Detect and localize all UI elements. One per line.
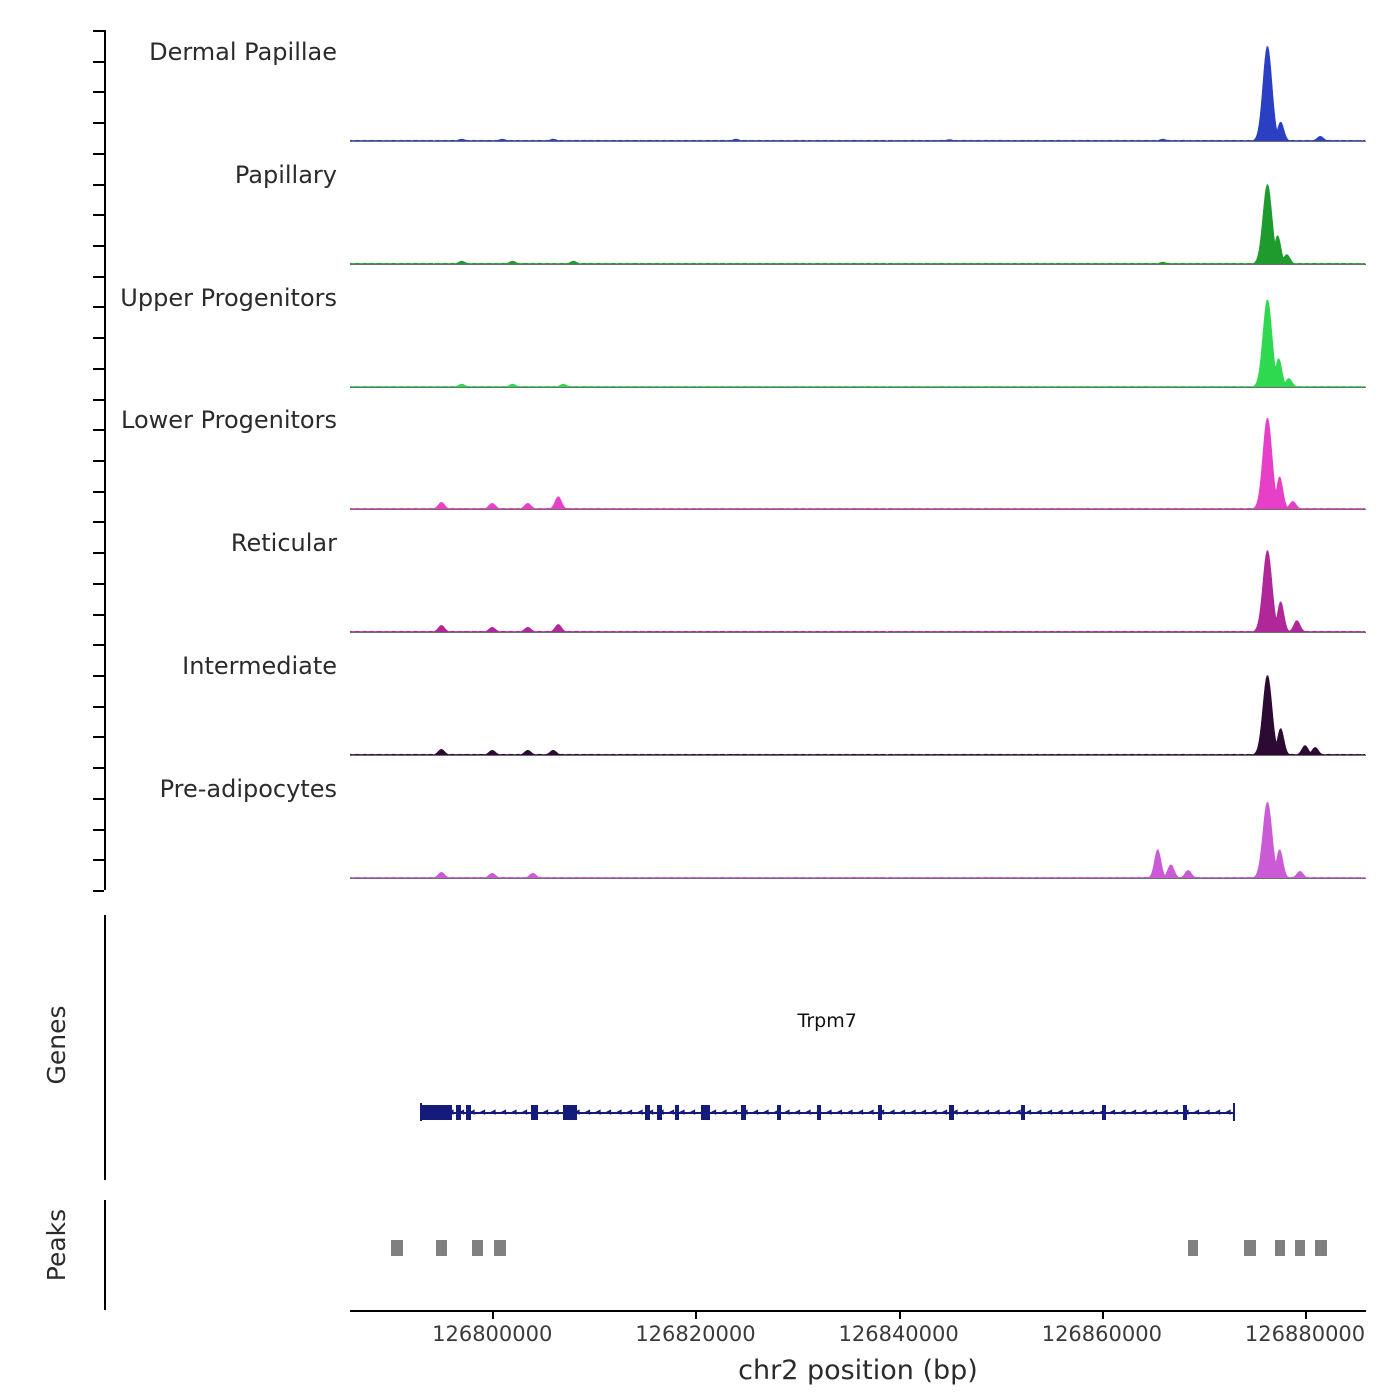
- gene-strand-arrow: ◂: [1099, 1105, 1105, 1118]
- signal-track: [350, 783, 1366, 878]
- gene-strand-arrow: ◂: [889, 1105, 895, 1118]
- gene-strand-arrow: ◂: [920, 1105, 927, 1118]
- gene-strand-arrow: ◂: [637, 1105, 643, 1118]
- x-axis-tick: [1305, 1310, 1307, 1319]
- gene-strand-arrow: ◂: [857, 1105, 864, 1118]
- track-label: Papillary: [234, 160, 337, 189]
- gene-strand-arrow: ◂: [658, 1105, 664, 1118]
- gene-strand-arrow: ◂: [1183, 1105, 1189, 1118]
- gene-strand-arrow: ◂: [511, 1105, 517, 1118]
- y-axis-tick: [93, 91, 104, 93]
- y-axis-tick: [93, 153, 104, 155]
- gene-strand-arrow: ◂: [910, 1105, 916, 1118]
- gene-strand-arrow: ◂: [1214, 1105, 1221, 1118]
- gene-strand-arrow: ◂: [1057, 1105, 1063, 1118]
- gene-panel: [112, 915, 1370, 1180]
- y-axis-tick: [93, 829, 104, 831]
- x-axis-tick-label: 126880000: [1244, 1322, 1366, 1346]
- y-axis-tick: [93, 122, 104, 124]
- signal-track: [350, 660, 1366, 755]
- gene-strand-arrow: ◂: [521, 1105, 528, 1118]
- gene-strand-arrow: ◂: [1151, 1105, 1158, 1118]
- gene-strand-arrow: ◂: [1172, 1105, 1179, 1118]
- gene-strand-arrow: ◂: [1109, 1105, 1116, 1118]
- gene-strand-arrow: ◂: [868, 1105, 874, 1118]
- peak-region: [472, 1240, 483, 1256]
- gene-exon: [1021, 1105, 1025, 1120]
- x-axis-tick-label: 126840000: [838, 1322, 959, 1346]
- y-axis-tick: [93, 736, 104, 738]
- track-label: Upper Progenitors: [120, 283, 337, 312]
- peak-region: [436, 1240, 446, 1256]
- signal-track: [350, 537, 1366, 632]
- gene-strand-arrow: ◂: [899, 1105, 906, 1118]
- gene-strand-arrow: ◂: [679, 1105, 685, 1118]
- gene-strand-arrow: ◂: [710, 1105, 717, 1118]
- gene-strand-arrow: ◂: [784, 1105, 790, 1118]
- x-axis-tick: [1102, 1310, 1104, 1319]
- track-baseline: [350, 632, 1366, 633]
- peak-region: [1244, 1240, 1256, 1256]
- y-axis-tick: [93, 706, 104, 708]
- y-axis-tick: [93, 552, 104, 554]
- track-label: Dermal Papillae: [149, 37, 337, 66]
- gene-strand-arrow: ◂: [626, 1105, 633, 1118]
- x-axis-tick-label: 126820000: [635, 1322, 756, 1346]
- gene-strand-arrow: ◂: [1078, 1105, 1084, 1118]
- gene-strand-arrow: ◂: [1067, 1105, 1074, 1118]
- peak-region: [494, 1240, 506, 1256]
- gene-strand-arrow: ◂: [1141, 1105, 1147, 1118]
- gene-strand-arrow: ◂: [469, 1105, 475, 1118]
- gene-strand-arrow: ◂: [1088, 1105, 1095, 1118]
- gene-strand-arrow: ◂: [941, 1105, 948, 1118]
- gene-strand-arrow: ◂: [815, 1105, 822, 1118]
- gene-exon: [421, 1105, 451, 1120]
- y-axis-tick: [93, 61, 104, 63]
- gene-strand-arrow: ◂: [1015, 1105, 1021, 1118]
- gene-strand-arrow: ◂: [700, 1105, 706, 1118]
- y-axis-tick: [93, 460, 104, 462]
- track-baseline: [350, 755, 1366, 756]
- genes-axis-label: Genes: [42, 1005, 71, 1085]
- y-axis-tick: [93, 30, 104, 32]
- signal-axis-spine: [104, 30, 106, 890]
- peak-region: [1315, 1240, 1327, 1256]
- gene-strand-arrow: ◂: [500, 1105, 507, 1118]
- gene-strand-arrow: ◂: [973, 1105, 979, 1118]
- gene-strand-arrow: ◂: [689, 1105, 696, 1118]
- y-axis-tick: [93, 368, 104, 370]
- signal-track: [350, 46, 1366, 141]
- x-axis-tick: [899, 1310, 901, 1319]
- gene-strand-arrow: ◂: [994, 1105, 1000, 1118]
- gene-strand-arrow: ◂: [1004, 1105, 1011, 1118]
- y-axis-tick: [93, 521, 104, 523]
- gene-strand-arrow: ◂: [742, 1105, 748, 1118]
- gene-strand-arrow: ◂: [836, 1105, 843, 1118]
- gene-strand-arrow: ◂: [553, 1105, 559, 1118]
- gene-strand-arrow: ◂: [458, 1105, 465, 1118]
- gene-strand-arrow: ◂: [1025, 1105, 1032, 1118]
- y-axis-tick: [93, 859, 104, 861]
- peak-region: [1275, 1240, 1285, 1256]
- x-axis-line: [350, 1310, 1366, 1312]
- y-axis-tick: [93, 798, 104, 800]
- gene-strand-arrow: ◂: [826, 1105, 832, 1118]
- peak-track: [112, 1200, 1370, 1310]
- gene-strand-arrow: ◂: [1162, 1105, 1168, 1118]
- gene-strand-arrow: ◂: [532, 1105, 538, 1118]
- peak-region: [1295, 1240, 1305, 1256]
- signal-tracks: [112, 30, 1370, 890]
- y-axis-tick: [93, 491, 104, 493]
- y-axis-tick: [93, 306, 104, 308]
- gene-strand-arrow: ◂: [1204, 1105, 1210, 1118]
- signal-track: [350, 292, 1366, 387]
- y-axis-tick: [93, 767, 104, 769]
- gene-strand-arrow: ◂: [605, 1105, 612, 1118]
- gene-strand-arrow: ◂: [983, 1105, 990, 1118]
- y-axis-tick: [93, 583, 104, 585]
- track-label: Pre-adipocytes: [159, 775, 337, 803]
- gene-strand-arrow: ◂: [542, 1105, 549, 1118]
- y-axis-tick: [93, 675, 104, 677]
- gene-strand-arrow: ◂: [437, 1105, 444, 1118]
- gene-strand-arrow: ◂: [479, 1105, 486, 1118]
- y-axis-label: [18, 0, 76, 140]
- y-axis-tick: [93, 184, 104, 186]
- gene-strand-arrow: ◂: [847, 1105, 853, 1118]
- gene-strand-arrow: ◂: [574, 1105, 580, 1118]
- y-axis-tick: [93, 245, 104, 247]
- gene-strand-arrow: ◂: [448, 1105, 454, 1118]
- gene-strand-arrow: ◂: [1036, 1105, 1042, 1118]
- gene-strand-arrow: ◂: [794, 1105, 801, 1118]
- gene-strand-arrow: ◂: [952, 1105, 958, 1118]
- gene-strand-arrow: ◂: [962, 1105, 969, 1118]
- gene-strand-arrow: ◂: [1193, 1105, 1200, 1118]
- gene-strand-arrow: ◂: [721, 1105, 727, 1118]
- peaks-axis-label: Peaks: [42, 1208, 71, 1282]
- y-axis-tick: [93, 890, 104, 892]
- gene-strand-arrow: ◂: [805, 1105, 811, 1118]
- gene-strand-arrow: ◂: [595, 1105, 601, 1118]
- x-axis-tick-label: 126860000: [1041, 1322, 1162, 1346]
- track-label: Lower Progenitors: [121, 406, 337, 435]
- x-axis-tick: [492, 1310, 494, 1319]
- gene-strand-arrow: ◂: [1046, 1105, 1053, 1118]
- peak-region: [391, 1240, 403, 1256]
- gene-strand-arrow: ◂: [931, 1105, 937, 1118]
- x-axis-title: chr2 position (bp): [738, 1355, 978, 1386]
- gene-strand-arrow: ◂: [668, 1105, 675, 1118]
- gene-end-cap: [1233, 1103, 1235, 1121]
- gene-strand-arrow: ◂: [878, 1105, 885, 1118]
- x-axis-tick-label: 126800000: [432, 1322, 553, 1346]
- gene-strand-arrow: ◂: [731, 1105, 738, 1118]
- track-label: Intermediate: [182, 652, 337, 681]
- signal-track: [350, 414, 1366, 509]
- gene-strand-arrow: ◂: [490, 1105, 496, 1118]
- peak-region: [1188, 1240, 1198, 1256]
- gene-strand-arrow: ◂: [647, 1105, 654, 1118]
- y-axis-tick: [93, 276, 104, 278]
- gene-strand-arrow: ◂: [427, 1105, 433, 1118]
- track-baseline: [350, 509, 1366, 510]
- signal-track: [350, 169, 1366, 264]
- track-label: Reticular: [230, 529, 337, 558]
- y-axis-tick: [93, 614, 104, 616]
- y-axis-tick: [93, 644, 104, 646]
- y-axis-tick: [93, 214, 104, 216]
- gene-strand-arrow: ◂: [752, 1105, 759, 1118]
- genes-axis-spine: [104, 915, 106, 1180]
- y-axis-tick: [93, 337, 104, 339]
- y-axis-tick: [93, 399, 104, 401]
- gene-strand-arrow: ◂: [1120, 1105, 1126, 1118]
- gene-strand-arrow: ◂: [773, 1105, 780, 1118]
- gene-strand-arrow: ◂: [584, 1105, 591, 1118]
- gene-strand-arrow: ◂: [763, 1105, 769, 1118]
- track-baseline: [350, 878, 1366, 879]
- gene-label: Trpm7: [797, 1010, 857, 1032]
- peaks-axis-spine: [104, 1200, 106, 1310]
- x-axis-tick: [695, 1310, 697, 1319]
- gene-strand-arrow: ◂: [1225, 1105, 1231, 1118]
- gene-strand-arrow: ◂: [616, 1105, 622, 1118]
- gene-strand-arrow: ◂: [563, 1105, 570, 1118]
- gene-strand-arrow: ◂: [1130, 1105, 1137, 1118]
- y-axis-tick: [93, 429, 104, 431]
